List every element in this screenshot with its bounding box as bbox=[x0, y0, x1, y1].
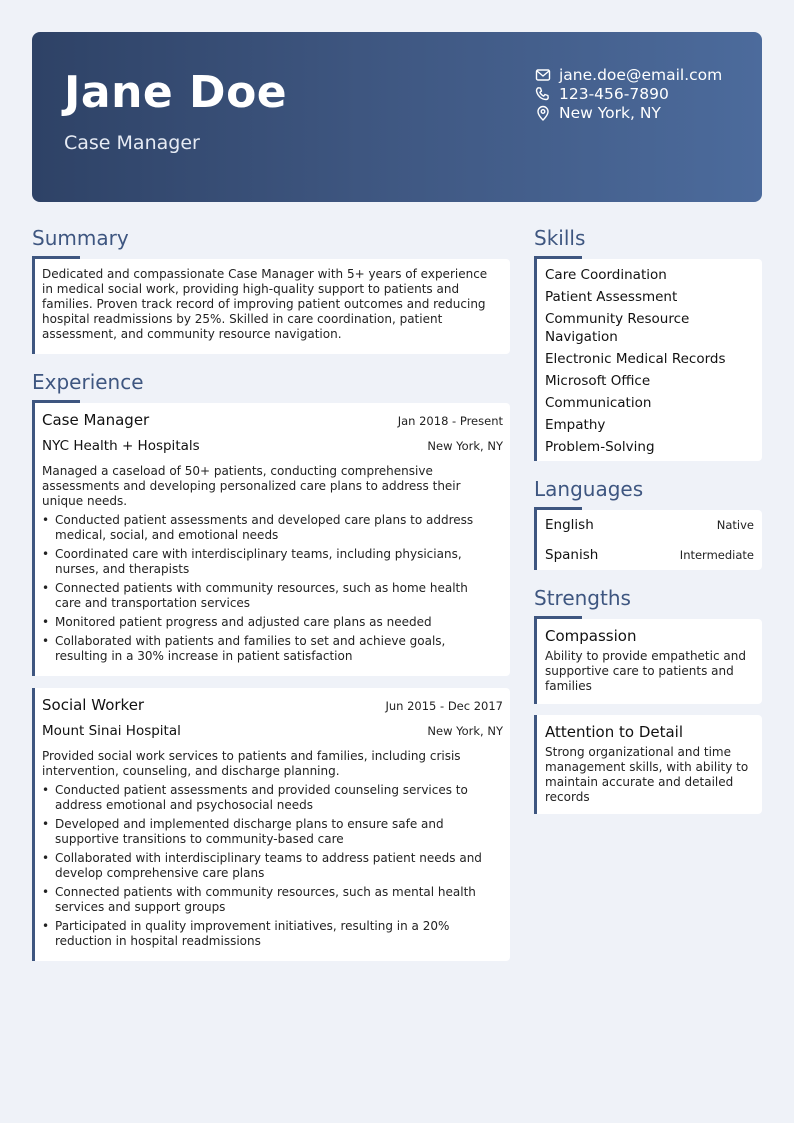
language-level: Native bbox=[716, 518, 754, 532]
skill-label: Patient Assessment bbox=[545, 288, 678, 305]
skill-label: Care Coordination bbox=[545, 266, 667, 283]
contact-location bbox=[535, 103, 722, 122]
job-subheader bbox=[42, 438, 503, 458]
skills-heading: Skills bbox=[534, 226, 586, 250]
strength-line: families bbox=[545, 679, 592, 693]
summary-card bbox=[32, 259, 510, 354]
candidate-name: Jane Doe bbox=[64, 67, 288, 118]
skill-label: Communication bbox=[545, 394, 652, 411]
bullet-line: • Collaborated with patients and families to set and achieve goals, bbox=[55, 634, 446, 648]
job-bullets bbox=[42, 513, 503, 664]
job-bullet bbox=[42, 851, 503, 881]
experience-heading: Experience bbox=[32, 370, 144, 394]
summary-line: in medical social work, providing high-quality support to patients and bbox=[42, 282, 460, 296]
job-location: New York, NY bbox=[427, 724, 503, 738]
contact-email[interactable] bbox=[535, 65, 722, 84]
skill-item bbox=[545, 348, 755, 370]
job-bullet bbox=[42, 513, 503, 543]
language-name: English bbox=[545, 517, 594, 533]
skill-label: Navigation bbox=[545, 328, 618, 345]
job-bullet bbox=[42, 885, 503, 915]
skill-item bbox=[545, 286, 755, 308]
skill-label: Community Resource bbox=[545, 310, 690, 327]
bullet-line: • Conducted patient assessments and provided counseling services to bbox=[55, 783, 468, 797]
job-company: NYC Health + Hospitals bbox=[42, 438, 200, 454]
language-row bbox=[545, 510, 754, 540]
summary-heading: Summary bbox=[32, 226, 129, 250]
location-pin-icon bbox=[535, 105, 551, 121]
bullet-line: medical, social, and emotional needs bbox=[55, 528, 279, 542]
bullet-line: • Developed and implemented discharge plans to ensure safe and bbox=[55, 817, 444, 831]
skill-label: Empathy bbox=[545, 416, 606, 433]
language-level: Intermediate bbox=[679, 548, 754, 562]
strength-line: maintain accurate and detailed bbox=[545, 775, 734, 789]
job-description bbox=[42, 464, 503, 509]
bullet-line: develop comprehensive care plans bbox=[55, 866, 265, 880]
skill-item bbox=[545, 264, 755, 286]
resume-header bbox=[32, 32, 762, 202]
skill-label: Microsoft Office bbox=[545, 372, 651, 389]
strength-title: Attention to Detail bbox=[545, 723, 684, 741]
job-bullet bbox=[42, 817, 503, 847]
skills-card bbox=[534, 259, 762, 461]
skill-item bbox=[545, 370, 755, 392]
summary-line: Dedicated and compassionate Case Manager with 5+ years of experience bbox=[42, 267, 488, 281]
job-title: Social Worker bbox=[42, 696, 145, 714]
summary-line: assessment, and community resource navigation. bbox=[42, 327, 342, 341]
skill-item bbox=[545, 392, 755, 414]
skill-label: Electronic Medical Records bbox=[545, 350, 726, 367]
bullet-line: nurses, and therapists bbox=[55, 562, 190, 576]
job-bullet bbox=[42, 547, 503, 577]
skill-item bbox=[545, 308, 755, 348]
job-description-line: unique needs. bbox=[42, 494, 128, 508]
languages-heading: Languages bbox=[534, 477, 644, 501]
bullet-line: • Monitored patient progress and adjusted care plans as needed bbox=[55, 615, 432, 629]
summary-line: families. Proven track record of improving patient outcomes and reducing bbox=[42, 297, 486, 311]
bullet-line: resulting in a 30% increase in patient satisfaction bbox=[55, 649, 353, 663]
bullet-line: supportive transitions to community-based care bbox=[55, 832, 344, 846]
strength-title: Compassion bbox=[545, 627, 637, 645]
job-company: Mount Sinai Hospital bbox=[42, 723, 181, 739]
languages-card bbox=[534, 510, 762, 570]
contact-phone[interactable] bbox=[535, 84, 722, 103]
email-text: jane.doe@email.com bbox=[559, 65, 723, 84]
strengths-heading: Strengths bbox=[534, 586, 631, 610]
location-text: New York, NY bbox=[559, 103, 661, 122]
job-bullet bbox=[42, 783, 503, 813]
strength-line: management skills, with ability to bbox=[545, 760, 749, 774]
skill-item bbox=[545, 414, 755, 436]
bullet-line: reduction in hospital readmissions bbox=[55, 934, 261, 948]
job-location: New York, NY bbox=[427, 439, 503, 453]
phone-text: 123-456-7890 bbox=[559, 84, 669, 103]
job-subheader bbox=[42, 723, 503, 743]
bullet-line: • Conducted patient assessments and developed care plans to address bbox=[55, 513, 474, 527]
job-header bbox=[42, 411, 503, 431]
job-description bbox=[42, 749, 503, 779]
job-dates: Jun 2015 - Dec 2017 bbox=[385, 699, 503, 713]
job-description-line: intervention, counseling, and discharge planning. bbox=[42, 764, 340, 778]
skill-label: Problem-Solving bbox=[545, 438, 655, 455]
language-row bbox=[545, 540, 754, 570]
bullet-line: • Participated in quality improvement initiatives, resulting in a 20% bbox=[55, 919, 450, 933]
bullet-line: • Connected patients with community resources, such as mental health bbox=[55, 885, 476, 899]
experience-item bbox=[32, 403, 510, 676]
contact-info bbox=[535, 65, 722, 122]
skill-item bbox=[545, 436, 755, 458]
strength-line: supportive care to patients and bbox=[545, 664, 734, 678]
candidate-title: Case Manager bbox=[64, 132, 200, 154]
job-description-line: Managed a caseload of 50+ patients, conducting comprehensive bbox=[42, 464, 433, 478]
job-title: Case Manager bbox=[42, 411, 150, 429]
job-bullet bbox=[42, 615, 503, 630]
job-bullet bbox=[42, 634, 503, 664]
strength-card bbox=[534, 715, 762, 814]
bullet-line: • Connected patients with community resources, such as home health bbox=[55, 581, 468, 595]
summary-line: hospital readmissions by 25%. Skilled in care coordination, patient bbox=[42, 312, 443, 326]
job-description-line: Provided social work services to patients and families, including crisis bbox=[42, 749, 461, 763]
bullet-line: • Coordinated care with interdisciplinary teams, including physicians, bbox=[55, 547, 462, 561]
bullet-line: care and transportation services bbox=[55, 596, 251, 610]
bullet-line: services and support groups bbox=[55, 900, 226, 914]
job-bullet bbox=[42, 919, 503, 949]
strength-line: Strong organizational and time bbox=[545, 745, 731, 759]
phone-icon bbox=[535, 86, 551, 102]
strength-line: records bbox=[545, 790, 590, 804]
job-bullet bbox=[42, 581, 503, 611]
job-header bbox=[42, 696, 503, 716]
bullet-line: address emotional and psychosocial needs bbox=[55, 798, 314, 812]
job-bullets bbox=[42, 783, 503, 949]
job-description-line: assessments and developing personalized care plans to address their bbox=[42, 479, 461, 493]
job-dates: Jan 2018 - Present bbox=[397, 414, 503, 428]
experience-item bbox=[32, 688, 510, 961]
strength-card bbox=[534, 619, 762, 704]
strength-line: Ability to provide empathetic and bbox=[545, 649, 746, 663]
mail-icon bbox=[535, 67, 551, 83]
language-name: Spanish bbox=[545, 547, 599, 563]
bullet-line: • Collaborated with interdisciplinary teams to address patient needs and bbox=[55, 851, 482, 865]
